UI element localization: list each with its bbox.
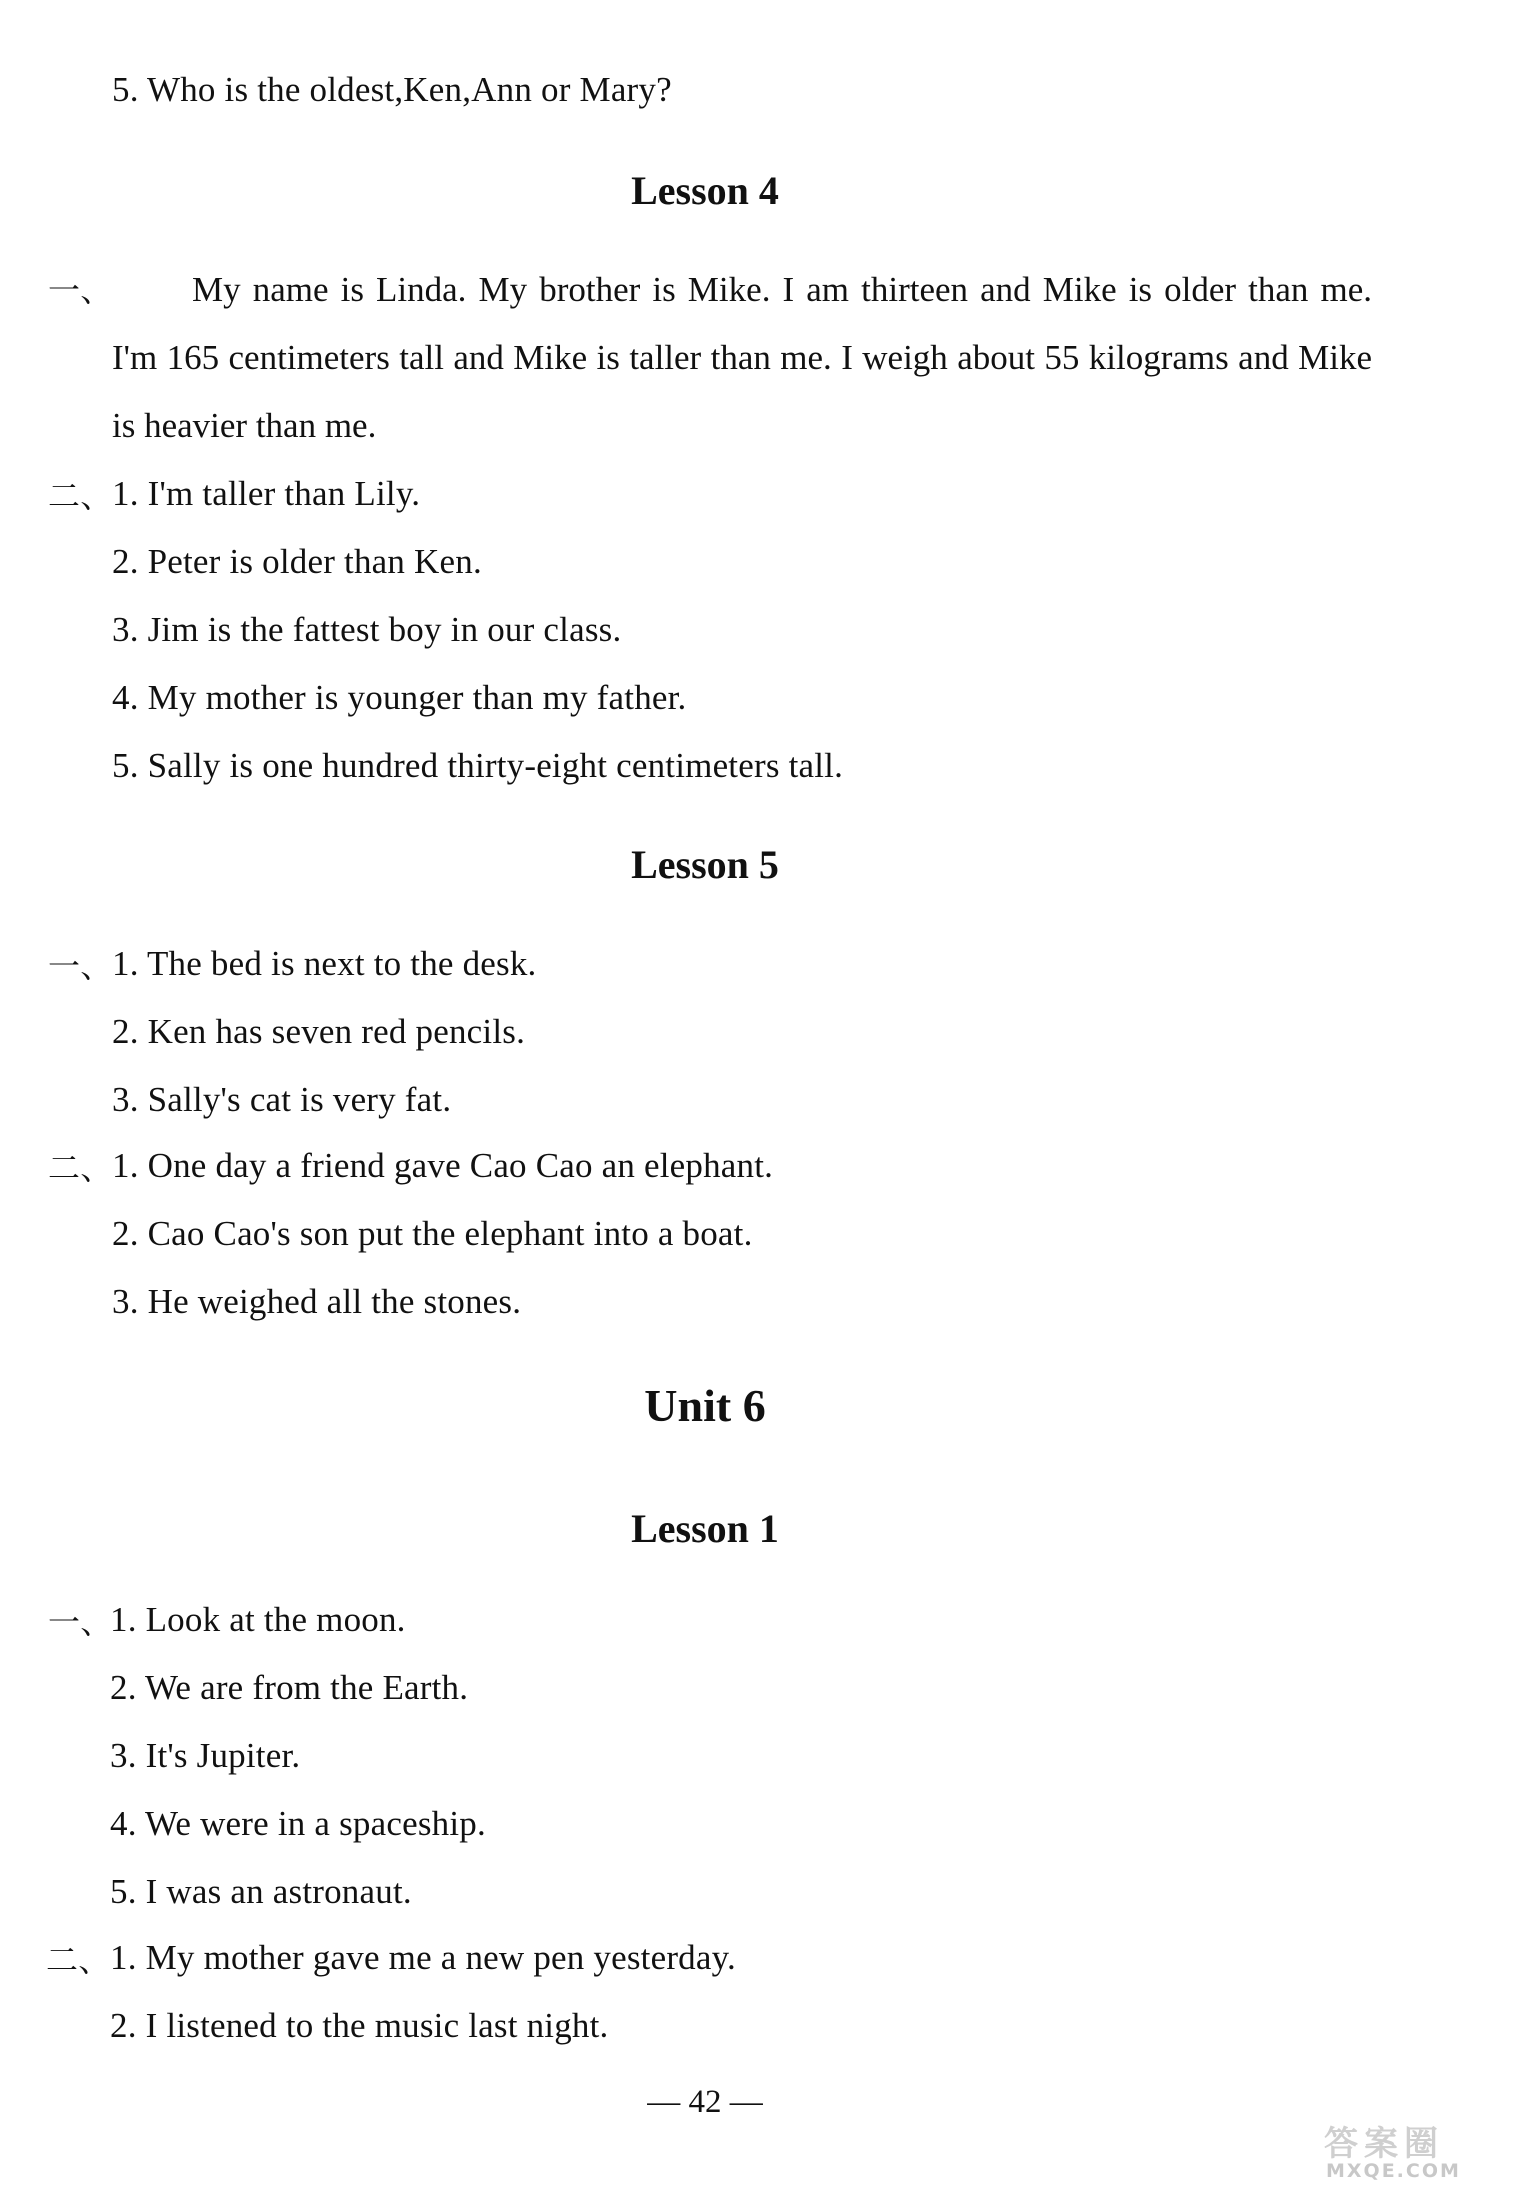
answer-line: 2. Cao Cao's son put the elephant into a boat. bbox=[112, 1214, 753, 1253]
answer-line: 5. Who is the oldest,Ken,Ann or Mary? bbox=[112, 70, 672, 109]
section-marker: 一、 bbox=[48, 947, 113, 985]
watermark-logo bbox=[1306, 2114, 1526, 2184]
answer-line: 4. We were in a spaceship. bbox=[110, 1804, 486, 1843]
lesson-heading: Lesson 1 bbox=[631, 1506, 779, 1551]
answer-line: 1. One day a friend gave Cao Cao an elephant. bbox=[112, 1146, 774, 1185]
answer-line: 2. Ken has seven red pencils. bbox=[112, 1012, 526, 1051]
lesson-heading: Lesson 5 bbox=[631, 842, 779, 887]
answer-line: 3. Jim is the fattest boy in our class. bbox=[112, 610, 622, 649]
answer-line: 3. He weighed all the stones. bbox=[112, 1282, 522, 1321]
watermark-site-text: MXQE.COM bbox=[1326, 2160, 1461, 2182]
answer-line: 3. Sally's cat is very fat. bbox=[112, 1080, 452, 1119]
answer-line: 1. Look at the moon. bbox=[110, 1600, 406, 1639]
answer-line: 2. I listened to the music last night. bbox=[110, 2006, 609, 2045]
section-marker: 二、 bbox=[46, 1941, 111, 1979]
section-marker: 一、 bbox=[48, 271, 113, 309]
watermark-logo-text: 答案圈 bbox=[1324, 2124, 1444, 2164]
answer-line: 4. My mother is younger than my father. bbox=[112, 678, 687, 717]
section-marker: 一、 bbox=[48, 1603, 113, 1641]
answer-line: 1. The bed is next to the desk. bbox=[112, 944, 537, 983]
answer-line: 2. Peter is older than Ken. bbox=[112, 542, 482, 581]
answer-line: 3. It's Jupiter. bbox=[110, 1736, 301, 1775]
lesson-heading: Lesson 4 bbox=[631, 168, 779, 213]
page-number: — 42 — bbox=[647, 2084, 763, 2120]
answer-line: 1. My mother gave me a new pen yesterday. bbox=[110, 1938, 736, 1977]
passage-text: My name is Linda. My brother is Mike. I am thirteen and Mike is older than me. I'm 165 centimeters tall and Mike is taller than me. I weigh about 55 kilograms and Mike is heavier than me. bbox=[112, 270, 1372, 445]
section-marker: 二、 bbox=[48, 477, 113, 515]
answer-line: 5. I was an astronaut. bbox=[110, 1872, 412, 1911]
answer-line: 5. Sally is one hundred thirty-eight centimeters tall. bbox=[112, 746, 844, 785]
answer-line: 2. We are from the Earth. bbox=[110, 1668, 469, 1707]
unit-heading: Unit 6 bbox=[644, 1380, 766, 1431]
section-marker: 二、 bbox=[48, 1149, 113, 1187]
answer-line: 1. I'm taller than Lily. bbox=[112, 474, 421, 513]
passage-paragraph bbox=[112, 256, 1372, 460]
